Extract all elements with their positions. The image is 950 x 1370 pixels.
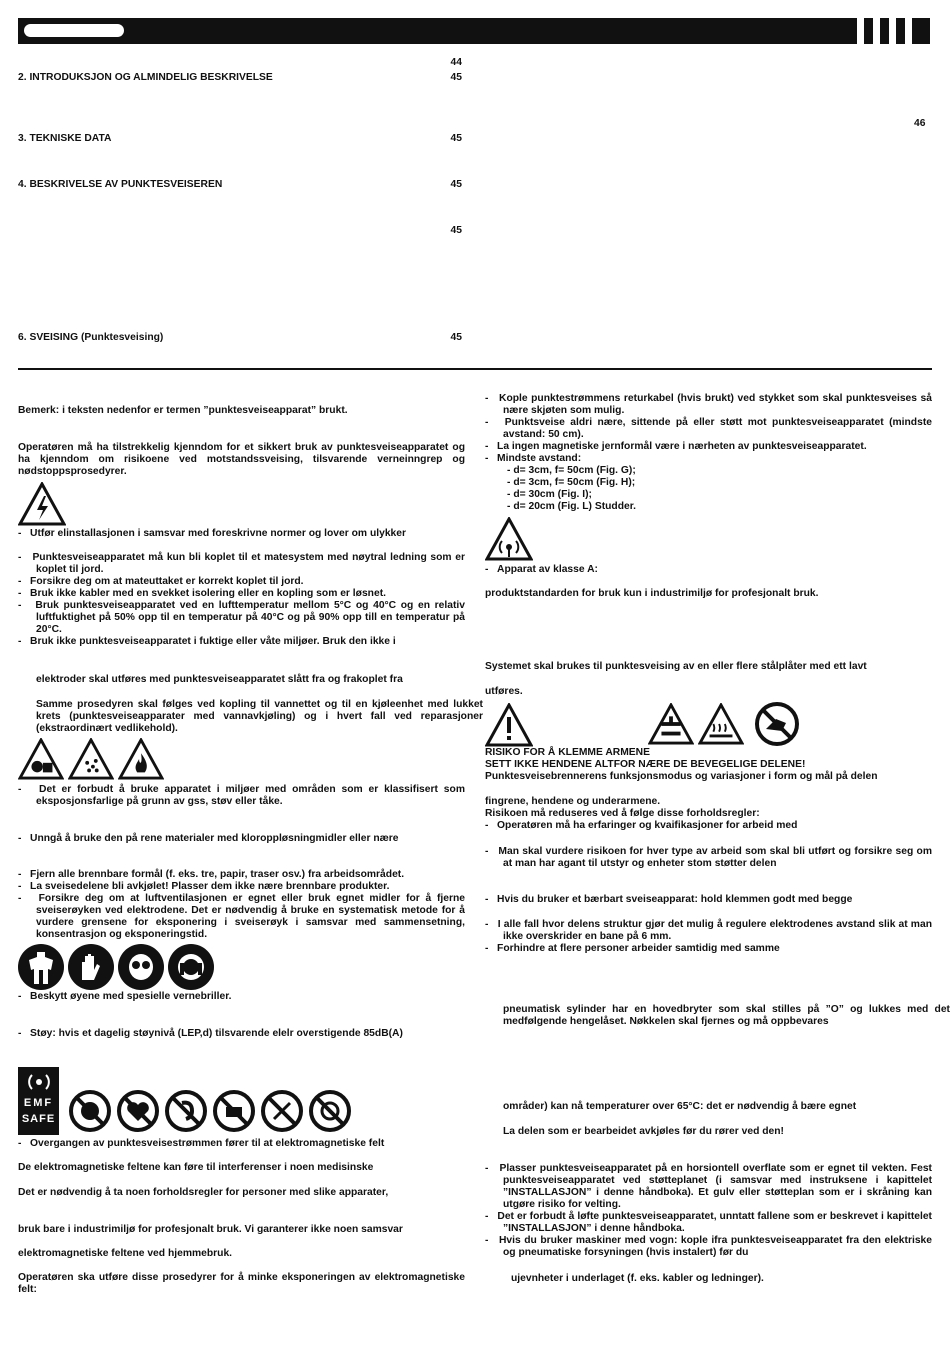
emf-text-3: Det er nødvendig å ta noen forholdsregler for personer med slike apparater, [18,1187,389,1198]
ppe-list-2 [18,1028,465,1040]
emf-label: EMF [23,1097,54,1109]
note-text: Bemerk: i teksten nedenfor er termen ”punktesveiseapparat” brukt. [18,405,348,416]
cool-down-text: La delen som er bearbeidet avkjøles før du rører ved den! [503,1126,784,1137]
ear-protection-icon [168,944,214,990]
list-item: - Forhindre at flere personer arbeider samtidig med samme [485,943,780,954]
emf-text-6: Operatøren ska utføre disse prosedyrer for å minke eksponeringen av elektromagnetiske felt: [18,1272,465,1295]
list-item: - Beskytt øyene med spesielle vernebriller. [18,991,232,1002]
list-item: - I alle fall hvor delens struktur gjør det mulig å regulere elektrodenes avstand slik at man ikke overskrider en bane på 6 mm. [485,919,932,942]
distance-item: - d= 3cm, f= 50cm (Fig. H); [507,477,636,488]
list-item: - Man skal vurdere risikoen for hver type av arbeid som skal bli utført og forsikre seg om at man har agant til utstyr og enheter stom støtter delen [485,846,932,869]
risk-list-4 [485,919,932,955]
list-item: - Det er forbudt å bruke apparatet i miljøer med områden som er klassifisert som eksposjonsfarlige på grunn av gss, støv eller tåke. [18,784,465,807]
pneumatic-text: pneumatisk sylinder har en hovedbryter som skal stilles på ”O” og lukkes med det medfølgende hengelåset. Nøkkelen skal fjernes og må oppbevares [503,1004,950,1027]
fire-list [18,784,465,808]
system-text: Systemet skal brukes til punktesveising av en eller flere stålplåter med ett lavt [485,661,867,672]
non-ionizing-radiation-icon [485,517,533,561]
list-item: - Fjern alle brennbare formål (f. eks. tre, papir, traser osv.) fra arbeidsområdet. [18,869,405,880]
list-item: - Kople punktestrømmens returkabel (hvis brukt) ved stykket som skal punktesveises så nære skjøten som mulig. [485,393,932,416]
explosion-warning-icon [18,738,64,780]
risk-heading: RISIKO FOR Å KLEMME ARMENE [485,747,650,758]
safe-label: SAFE [21,1113,56,1125]
toc-item-2[interactable]: 2. INTRODUKSJON OG ALMINDELIG BESKRIVELSE 45 [18,72,462,83]
risk-list-3 [485,894,932,906]
toc-item-4[interactable]: 4. BESKRIVELSE AV PUNKTESVEISEREN 45 [18,179,462,190]
no-magnetic-cards-icon [308,1089,352,1133]
distance-item: - d= 20cm (Fig. L) Studder. [507,501,637,512]
list-item: - Hvis du bruker maskiner med vogn: kople ifra punktesveiseapparatet fra den elektriske og pneumatiske forsyningen (hvis instalert) før du [485,1235,932,1258]
installation-list [485,1163,932,1259]
risk-continued [485,796,932,832]
radiation-icon [26,1071,52,1093]
crush-risk-block [485,747,932,783]
list-item: - Hvis du bruker et bærbart sveiseapparat: hold klemmen godt med begge [485,894,853,905]
class-a-list [485,564,932,576]
header-bar [18,18,930,44]
dust-warning-icon [68,738,114,780]
cooling-text: Samme prosedyren skal følges ved kopling til vannettet og til en kjøleenhet med lukket krets (punktesveiseapparater med vannavkjøling) og i hvert fall ved reparasjoner (ekstraordinært vedlikehold). [36,699,483,734]
emf-prohibition-icons [68,1089,352,1133]
safety-goggles-icon [118,944,164,990]
toc-item-6[interactable]: 6. SVEISING (Punktesveising) 45 [18,332,462,343]
fire-list-3 [18,869,465,941]
list-item: - La ingen magnetiske jernformål være i nærheten av punktesveiseapparatet. [485,441,867,452]
list-item: - Mindste avstand: [485,453,582,464]
list-item: - La sveisedelene bli avkjølet! Plasser dem ikke nære brennbare produkter. [18,881,390,892]
list-item: - Forsikre deg om at luftventilasjonen er egnet eller bruk egnet midler for å fjerne sveiserøyken ved elektrodene. Det er nødvendig å bruke en systematisk metode for å vurdere grensene for eksponering i sveiserøyk i samsvar med sammensetning, konsentrasjon og eksponeringstid. [18,893,465,940]
risk-warning: SETT IKKE HENDENE ALTFOR NÆRE DE BEVEGELIGE DELENE! [485,759,806,770]
emf-text-4: bruk bare i industrimiljø for profesjonalt bruk. Vi garanterer ikke noen samsvar [18,1224,403,1235]
general-warning-icon [485,703,533,747]
list-item: - Apparat av klasse A: [485,564,598,575]
list-item: - Utfør elinstallasjonen i samsvar med foreskrivne normer og lover om ulykker [18,528,407,539]
list-item: - Operatøren må ha erfaringer og kvaifikasjoner for arbeid med [485,820,798,831]
mechanical-hazard-icons [648,703,744,745]
header-stripes [848,18,930,44]
toc-page-right: 46 [914,118,926,129]
no-metal-tools-icon [260,1089,304,1133]
emf-safe-logo [18,1067,59,1135]
ppe-list [18,991,465,1003]
utfores-text: utføres. [485,686,523,697]
toc-item-3[interactable]: 3. TEKNISKE DATA 45 [18,133,462,144]
emf-list [18,1138,465,1150]
emf-text-5: elektromagnetiske feltene ved hjemmebruk. [18,1248,233,1259]
uneven-surface-text: ujevnheter i underlaget (f. eks. kabler og ledninger). [511,1273,764,1284]
flammable-warning-icon [118,738,164,780]
risk-list-2 [485,846,932,870]
risk-text: fingrene, hendene og underarmene. [485,796,661,807]
no-watches-icon [212,1089,256,1133]
right-list-1 [485,393,932,513]
electric-list [18,528,465,648]
list-item: - Plasser punktesveiseapparatet på en horsiontell overflate som er egnet til vekten. Fest punktesveiseapparatet ved støtteplanet (i samsvar med instruksene i kapittelet ”INSTALLASJON” i denne håndboka). Et gulv eller støtteplan som er i skråning kan utgøre risiko for velting. [485,1163,932,1210]
hot-surface-icon [698,703,744,745]
risk-text: Risikoen må reduseres ved å følge disse forholdsregler: [485,808,760,819]
list-item: - Det er forbudt å løfte punktesveiseapparatet, unntatt fallene som er beskrevet i kapittelet ”INSTALLASJON” i denne håndboka. [485,1211,932,1234]
list-item: - Punktsveise aldri nære, sittende på eller støtt mot punktesveiseapparatet (mindste avstand: 50 cm). [485,417,932,440]
list-item: - Støy: hvis et dagelig støynivå (LEP,d) tilsvarende elelr overstigende 85dB(A) [18,1028,403,1039]
product-standard-text: produktstandarden for bruk kun i industrimiljø for profesjonalt bruk. [485,588,819,599]
list-item: - Punktesveiseapparatet må kun bli koplet til et matesystem med nøytral ledning som er koplet til jord. [18,552,465,575]
emf-text-2: De elektromagnetiske feltene kan føre til interferenser i noen medisinske [18,1162,374,1173]
operator-text: Operatøren må ha tilstrekkelig kjenndom for et sikkert bruk av punktesveiseapparatet og ha kjenndom om risikoene ved motstandssveising, tilsvarende verneinngrep og nødstoppsprosedyrer. [18,442,465,477]
list-item: - Bruk ikke punktesveiseapparatet i fuktige eller våte miljøer. Bruk den ikke i [18,636,396,647]
distance-item: - d= 3cm, f= 50cm (Fig. G); [507,465,636,476]
no-pacemaker-icon [116,1089,160,1133]
distance-item: - d= 30cm (Fig. I); [507,489,592,500]
ppe-icons [18,944,214,990]
list-item: - Bruk ikke kabler med en svekket isolering eller en kopling som er løsnet. [18,588,386,599]
hot-parts-text: områder) kan nå temperaturer over 65°C: det er nødvendig å bære egnet [503,1101,857,1112]
no-hands-icon [754,701,800,747]
list-item: - Unngå å bruke den på rene materialer med kloroppløsningmidler eller nære [18,833,399,844]
crush-hazard-icon [648,703,694,745]
risk-text: Punktesveisebrennerens funksjonsmodus og variasjoner i form og mål på delen [485,771,878,782]
electrode-text: elektroder skal utføres med punktesveiseapparatet slått fra og frakoplet fra [36,674,403,685]
list-item: - Overgangen av punktesveisestrømmen fører til at elektromagnetiske felt [18,1138,385,1149]
list-item: - Bruk punktesveiseapparatet ved en lufttemperatur mellom 5°C og 40°C og en relativ luftfuktighet på 50% opp til en temperatur på 40°C og på 90% opp till en temperatur på 20°C. [18,600,465,635]
no-hearing-aid-icon [164,1089,208,1133]
electric-hazard-icon [18,482,66,526]
fire-hazard-icons [18,738,164,780]
fire-list-2 [18,833,465,845]
no-metal-implants-icon [68,1089,112,1133]
gloves-icon [68,944,114,990]
section-rule [18,368,932,370]
header-label-box [24,24,124,37]
list-item: - Forsikre deg om at mateuttaket er korrekt koplet til jord. [18,576,304,587]
protective-suit-icon [18,944,64,990]
